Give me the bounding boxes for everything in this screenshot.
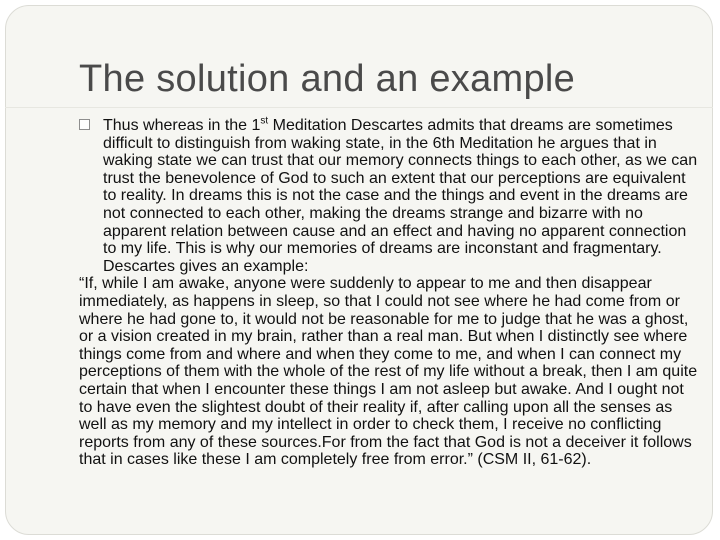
- bullet-paragraph: [79, 117, 701, 275]
- descartes-quote: “If, while I am awake, anyone were suddenly to appear to me and then disappear immediately, as happens in sleep, so that I could not see where he had come from or where he had gone to, it would not be reasonable for me to judge that he was a ghost, or a vision created in my brain, rather than a real man. But when I distinctly see where things come from and where and when they come to me, and when I can connect my perceptions of them with the whole of the rest of my life without a break, then I am quite certain that when I encounter these things I am not asleep but awake. And I ought not to have even the slightest doubt of their reality if, after calling upon all the senses as well as my memory and my intellect in order to check them, I receive no conflicting reports from any of these sources.For from the fact that God is not a deceiver it follows that in cases like these I am completely free from error.” (CSM II, 61-62).: [79, 275, 698, 469]
- slide-body: [79, 117, 701, 469]
- bullet-text-rest: Meditation Descartes admits that dreams are sometimes difficult to distinguish from waking state, in the 6th Meditation he argues that in waking state we can trust that our memory connects things to each other, as we can trust the benevolence of God to such an extent that our perceptions are equivalent to reality. In dreams this is not the case and the things and event in the dreams are not connected to each other, making the dreams strange and bizarre with no apparent relation between cause and an effect and having no apparent connection to my life. This is why our memories of dreams are inconstant and fragmentary. Descartes gives an example:: [103, 117, 698, 275]
- title-divider: [5, 107, 713, 108]
- square-bullet-icon: [79, 119, 90, 130]
- slide-title: The solution and an example: [79, 58, 576, 100]
- ordinal-superscript: st: [260, 115, 269, 127]
- bullet-text-start: Thus whereas in the 1: [103, 117, 261, 134]
